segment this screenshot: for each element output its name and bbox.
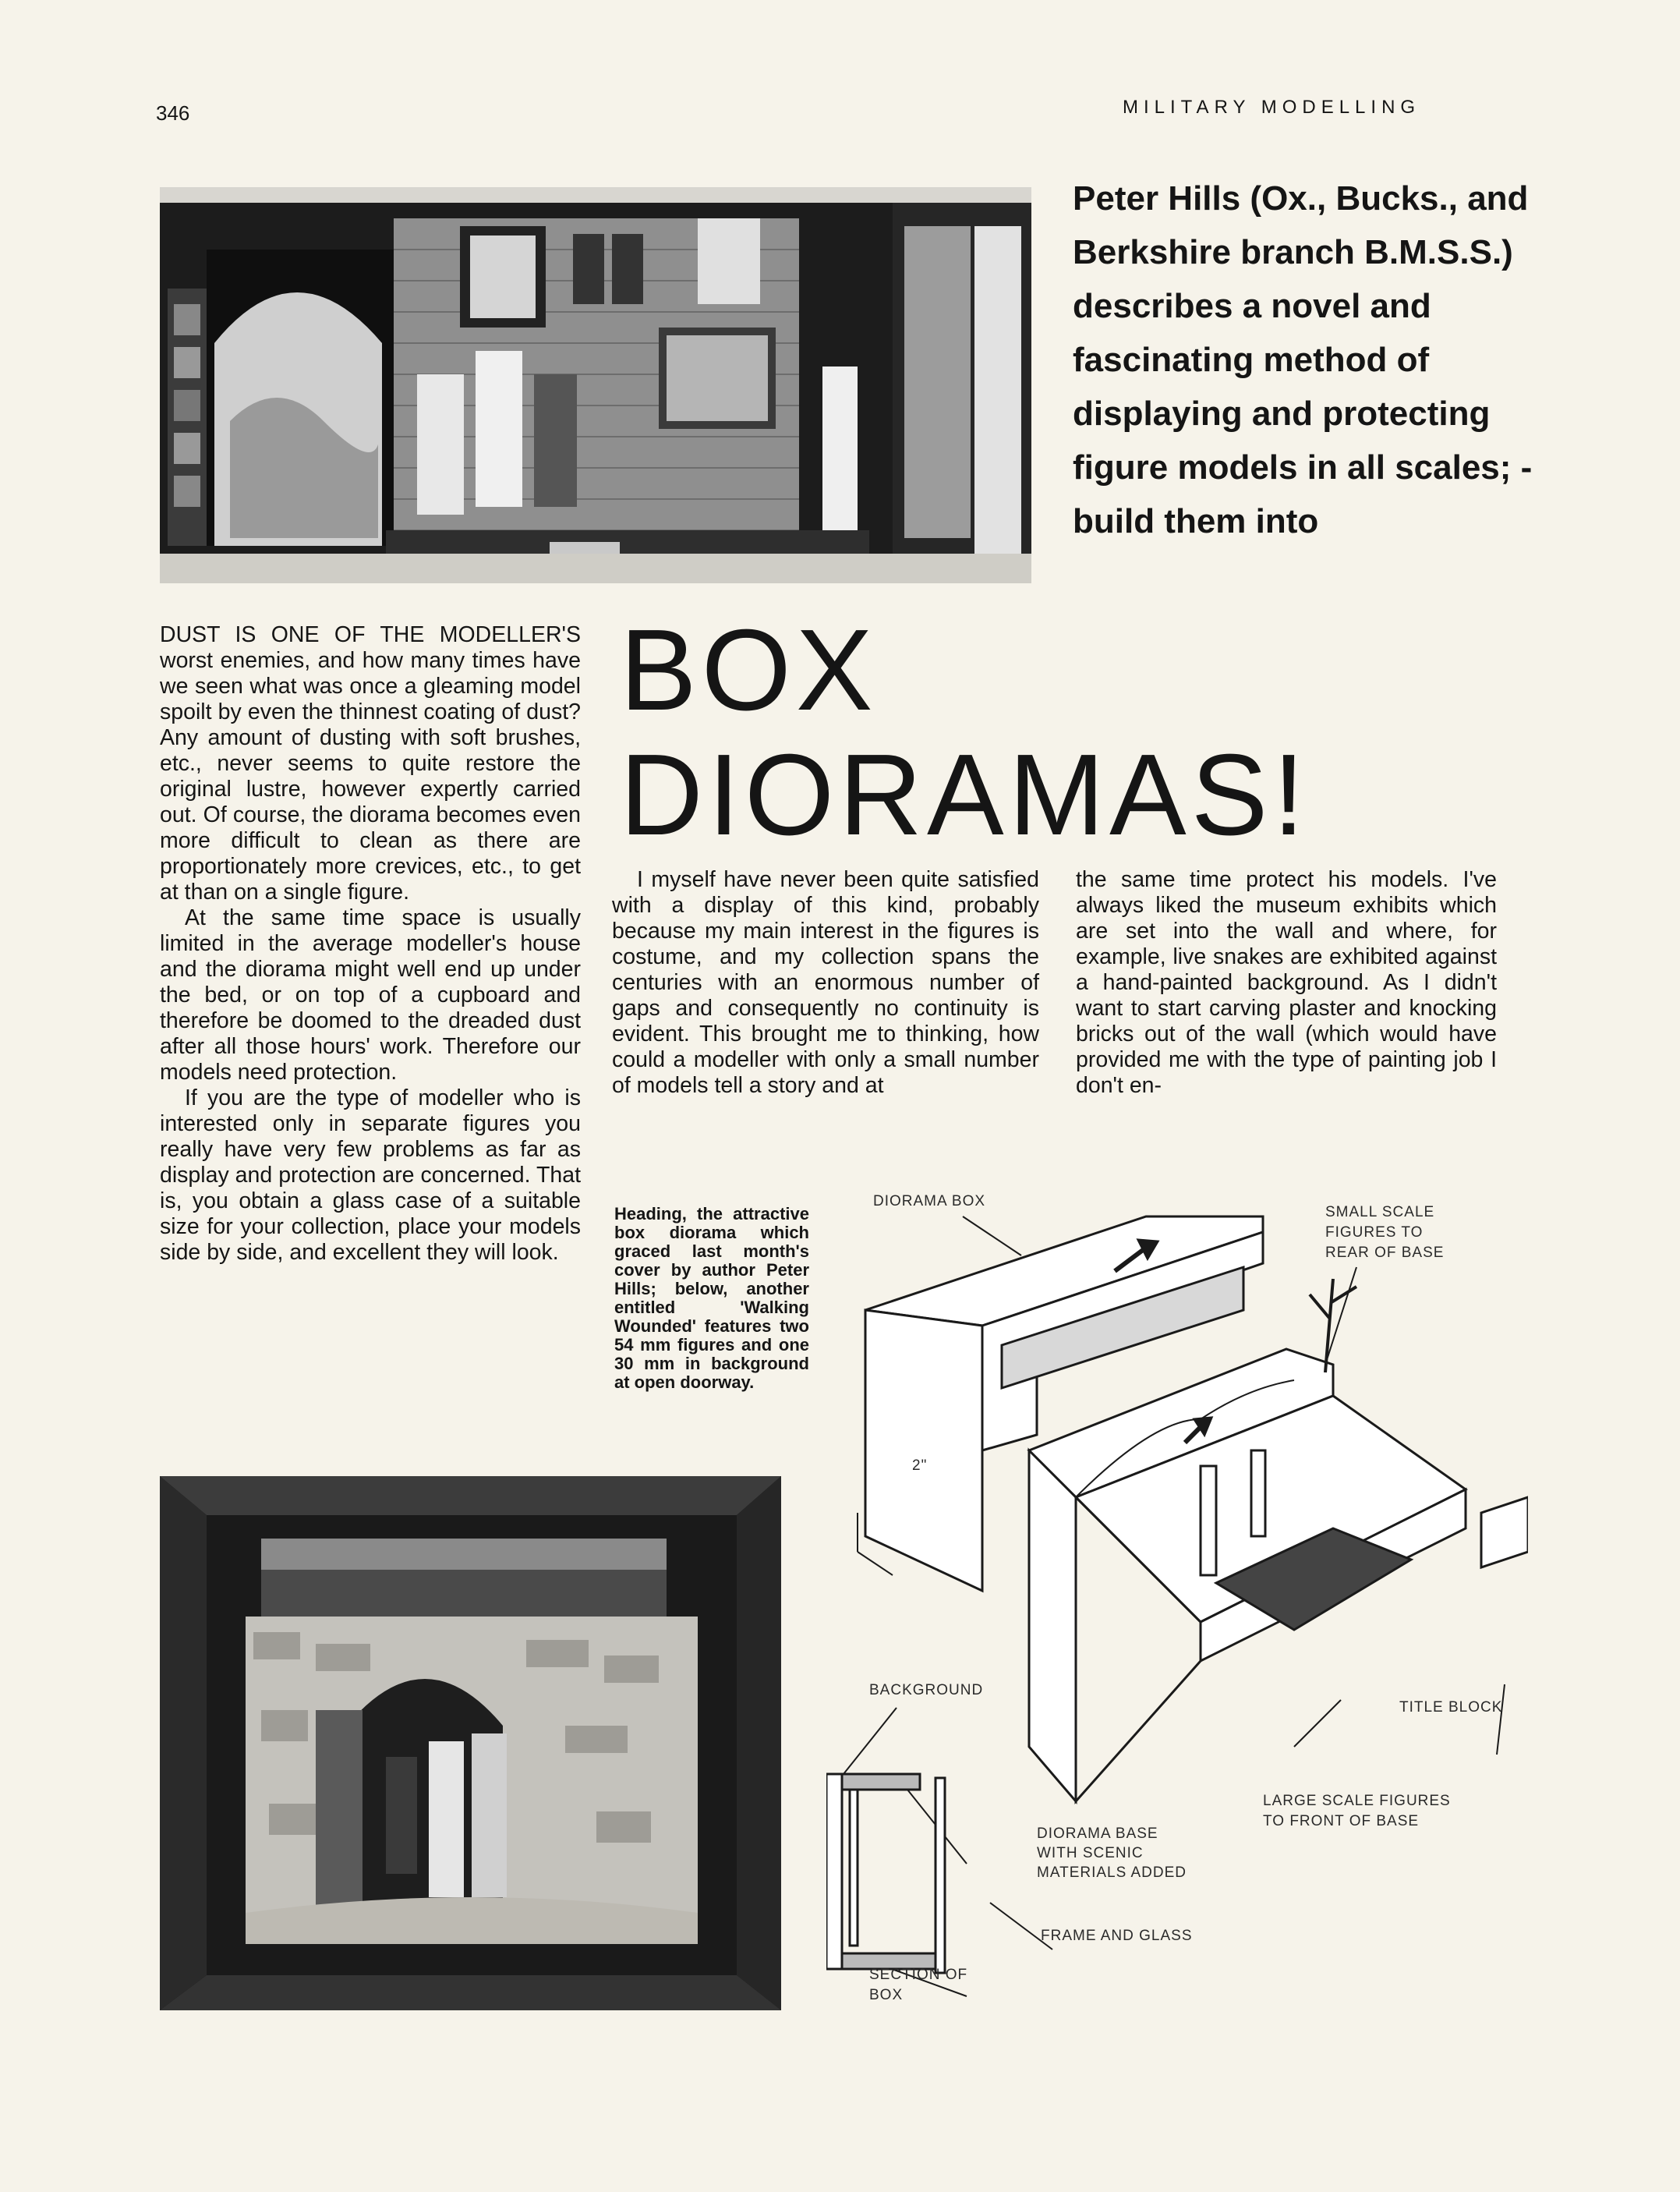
label-title-block: TITLE BLOCK [1399, 1699, 1503, 1716]
label-base-3: MATERIALS ADDED [1037, 1864, 1187, 1881]
walking-wounded-photo [160, 1476, 781, 2010]
standfirst: Peter Hills (Ox., Bucks., and Berkshire branch B.M.S.S.) describes a novel and fascinating method of displaying and protecting figure models in all scales; - build them into [1073, 179, 1533, 540]
label-base-2: WITH SCENIC [1037, 1845, 1144, 1861]
photo-caption: Heading, the attractive box diorama which graced last month's cover by author Peter Hills; below, another entitled 'Walking Wounded' features two 54 mm figures and one 30 mm in background at open doorway. [614, 1204, 809, 1392]
column [1251, 1450, 1265, 1536]
label-section-1: SECTION OF [869, 1967, 968, 1983]
column [1201, 1466, 1216, 1575]
body-column-2 [612, 867, 1039, 1099]
paragraph: I myself have never been quite satisfied with a display of this kind, probably because my main interest in the figures is costume, and my collection spans the centuries with an enormous number of gaps and consequently no continuity is evident. This brought me to thinking, how could a modeller with only a small number of models tell a story and at [612, 867, 1039, 1098]
paragraph: If you are the type of modeller who is interested only in separate figures you really have very few problems as far as display and protection are concerned. That is, you obtain a glass case of a suitable size for your collection, place your models side by side, and excellent they will look. [160, 1085, 581, 1265]
page-number: 346 [156, 101, 190, 125]
title-block [1481, 1497, 1528, 1567]
label-small-scale-1: SMALL SCALE [1325, 1204, 1435, 1220]
label-background: BACKGROUND [869, 1682, 984, 1698]
paragraph: DUST IS ONE OF THE MODELLER'S worst enemies, and how many times have we seen what was once a gleaming model spoilt by even the thinnest coating of dust? Any amount of dusting with soft brushes, etc., never seems to quite restore the original lustre, however expertly carried out. Of course, the diorama becomes even more difficult to clean as there are proportionately more crevices, etc., to get at than on a single figure. [160, 622, 581, 905]
label-section-2: BOX [869, 1987, 904, 2003]
label-frame-glass: FRAME AND GLASS [1041, 1928, 1193, 1944]
label-small-scale-3: REAR OF BASE [1325, 1245, 1445, 1261]
label-large-scale-2: TO FRONT OF BASE [1263, 1813, 1420, 1829]
paragraph: At the same time space is usually limited in the average modeller's house and the diorama might well end up under the bed, or on top of a cupboard and therefore be doomed to the dreaded dust after all those hours' work. Therefore our models need protection. [160, 905, 581, 1085]
headline-line-1: BOX [620, 606, 878, 735]
box-diorama-diagram [826, 1185, 1528, 2012]
label-large-scale-1: LARGE SCALE FIGURES [1263, 1793, 1451, 1809]
headline-line-2: DIORAMAS! [620, 731, 1310, 859]
label-small-scale-2: FIGURES TO [1325, 1224, 1424, 1241]
running-head: MILITARY MODELLING [1123, 97, 1421, 118]
label-base-1: DIORAMA BASE [1037, 1825, 1158, 1842]
headline [620, 608, 1310, 858]
label-diorama-box: DIORAMA BOX [873, 1193, 986, 1209]
body-column-3 [1076, 867, 1497, 1099]
box-front-face [865, 1310, 982, 1591]
label-dimension: 2" [912, 1457, 928, 1474]
section-of-box [826, 1774, 945, 1973]
top-diorama-photo [160, 187, 1031, 583]
paragraph: the same time protect his models. I've always liked the museum exhibits which are set into the wall and where, for example, live snakes are exhibited against a hand-painted background. As I didn't want to start carving plaster and knocking bricks out of the wall (which would have provided me with the type of painting job I don't en- [1076, 867, 1497, 1098]
body-column-1 [160, 622, 581, 1266]
